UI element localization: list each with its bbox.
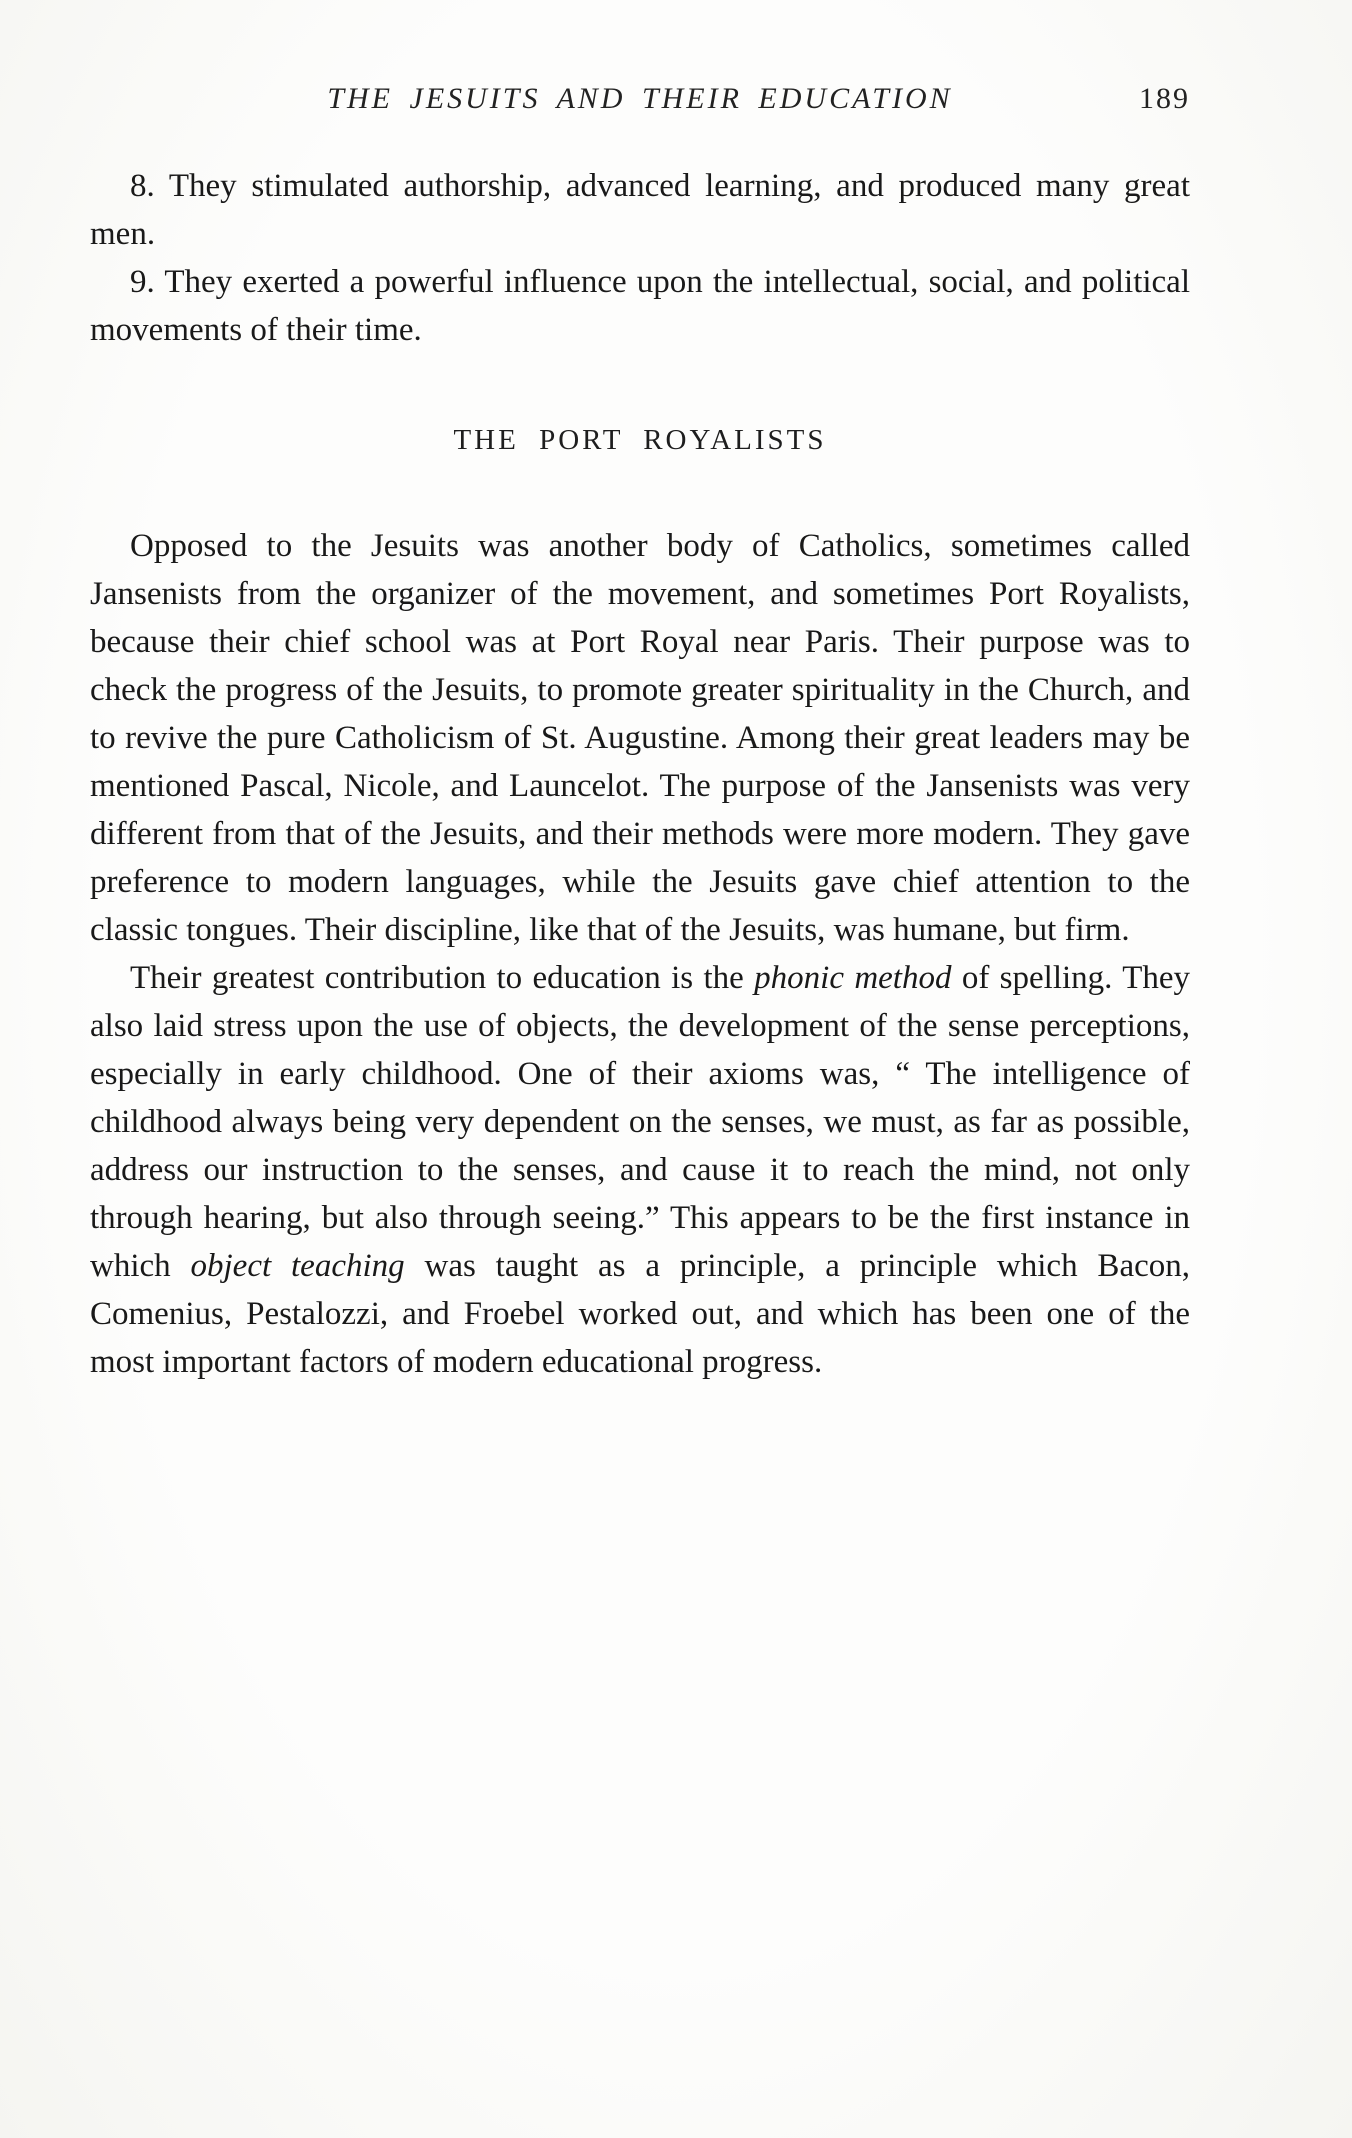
page-number: 189 <box>1139 82 1190 115</box>
running-header-title: THE JESUITS AND THEIR EDUCATION <box>327 82 953 115</box>
list-item-9 <box>90 258 1190 354</box>
list-item-8 <box>90 162 1190 258</box>
body-text-segment: of spelling. They also laid stress upon the use of objects, the development of the sense perceptions, especially in early childhood. One of their axioms was, “ The intelligence of childhood always being very dependent on the senses, we must, as far as possible, address our instruction to the senses, and cause it to reach the mind, not only through hearing, but also through seeing.” This appears to be the first instance in which <box>90 960 1190 1284</box>
italic-phrase: object teaching <box>190 1248 405 1284</box>
page-body <box>90 162 1190 1386</box>
paragraph-port-royalists-1 <box>90 522 1190 954</box>
section-heading-port-royalists: THE PORT ROYALISTS <box>453 424 827 456</box>
paragraph-port-royalists-2 <box>90 954 1190 1386</box>
running-header <box>90 82 1190 122</box>
body-text-segment: was taught as a principle, a principle which Bacon, Comenius, Pestalozzi, and Froebel worked out, and which has been one of the most important factors of modern educational progress. <box>90 1248 1190 1380</box>
list-item-8-text: They stimulated authorship, advanced learning, and produced many great men. <box>90 168 1190 252</box>
body-text-segment: Their greatest contribution to education is the <box>130 960 755 996</box>
italic-phrase: phonic method <box>754 960 952 996</box>
list-item-8-number: 8. <box>130 168 155 204</box>
list-item-9-text: They exerted a powerful influence upon the intellectual, social, and political movements of their time. <box>90 264 1190 348</box>
body-text-segment: Opposed to the Jesuits was another body of Catholics, sometimes called Jansenists from the organizer of the movement, and sometimes Port Royalists, because their chief school was at Port Royal near Paris. Their purpose was to check the progress of the Jesuits, to promote greater spirituality in the Church, and to revive the pure Catholicism of St. Augustine. Among their great leaders may be mentioned Pascal, Nicole, and Launcelot. The purpose of the Jansenists was very different from that of the Jesuits, and their methods were more modern. They gave preference to modern languages, while the Jesuits gave chief attention to the classic tongues. Their discipline, like that of the Jesuits, was humane, but firm. <box>90 528 1190 948</box>
list-item-9-number: 9. <box>130 264 155 300</box>
